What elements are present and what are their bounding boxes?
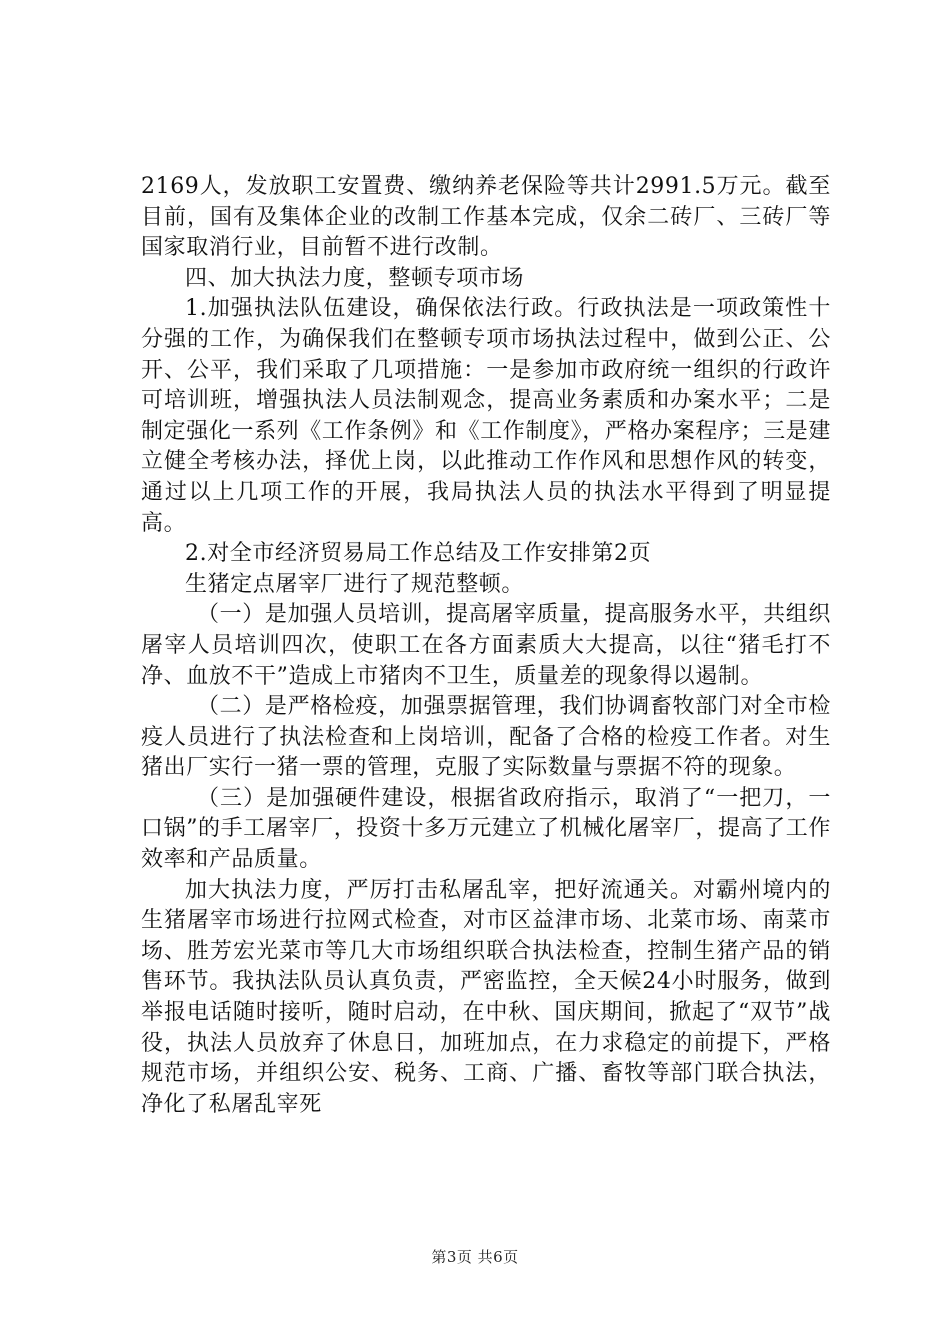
paragraph-sub-1: （一）是加强人员培训，提高屠宰质量，提高服务水平，共组织屠宰人员培训四次，使职工在各方面素质大大提高，以往“猪毛打不净、血放不干”造成上市猪肉不卫生，质量差的现象得以遏制。 xyxy=(141,602,831,689)
page-footer: 第3页 共6页 xyxy=(431,1248,519,1266)
paragraph-enforcement: 加大执法力度，严厉打击私屠乱宰，把好流通关。对霸州境内的生猪屠宰市场进行拉网式检查，对市区益津市场、北菜市场、南菜市场、胜芳宏光菜市等几大市场组织联合执法检查，控制生猪产品的销售环节。我执法队员认真负责，严密监控，全天候24小时服务，做到举报电话随时接听，随时启动，在中秋、国庆期间，掀起了“双节”战役，执法人员放弃了休息日，加班加点，在力求稳定的前提下，严格规范市场，并组织公安、税务、工商、广播、畜牧等部门联合执法，净化了私屠乱宰死 xyxy=(141,877,831,1117)
paragraph-item-2-body: 生猪定点屠宰厂进行了规范整顿。 xyxy=(185,571,525,597)
paragraph-sub-3: （三）是加强硬件建设，根据省政府指示，取消了“一把刀，一口锅”的手工屠宰厂，投资十多万元建立了机械化屠宰厂，提高了工作效率和产品质量。 xyxy=(141,785,831,873)
paragraph-continuation: 2169人，发放职工安置费、缴纳养老保险等共计2991.5万元。截至目前，国有及集体企业的改制工作基本完成，仅余二砖厂、三砖厂等国家取消行业，目前暂不进行改制。 xyxy=(141,174,831,261)
document-body xyxy=(141,172,831,1120)
section-heading: 四、加大执法力度，整顿专项市场 xyxy=(185,265,525,291)
paragraph-item-1: 1.加强执法队伍建设，确保依法行政。行政执法是一项政策性十分强的工作，为确保我们在整顿专项市场执法过程中，做到公正、公开、公平，我们采取了几项措施：一是参加市政府统一组织的行政许可培训班，增强执法人员法制观念，提高业务素质和办案水平；二是制定强化一系列《工作条例》和《工作制度》，严格办案程序；三是建立健全考核办法，择优上岗，以此推动工作作风和思想作风的转变，通过以上几项工作的开展，我局执法人员的执法水平得到了明显提高。 xyxy=(141,296,831,536)
paragraph-sub-2: （二）是严格检疫，加强票据管理，我们协调畜牧部门对全市检疫人员进行了执法检查和上岗培训，配备了合格的检疫工作者。对生猪出厂实行一猪一票的管理，克服了实际数量与票据不符的现象。 xyxy=(141,694,831,781)
paragraph-item-2: 2.对全市经济贸易局工作总结及工作安排第2页 xyxy=(185,541,652,567)
